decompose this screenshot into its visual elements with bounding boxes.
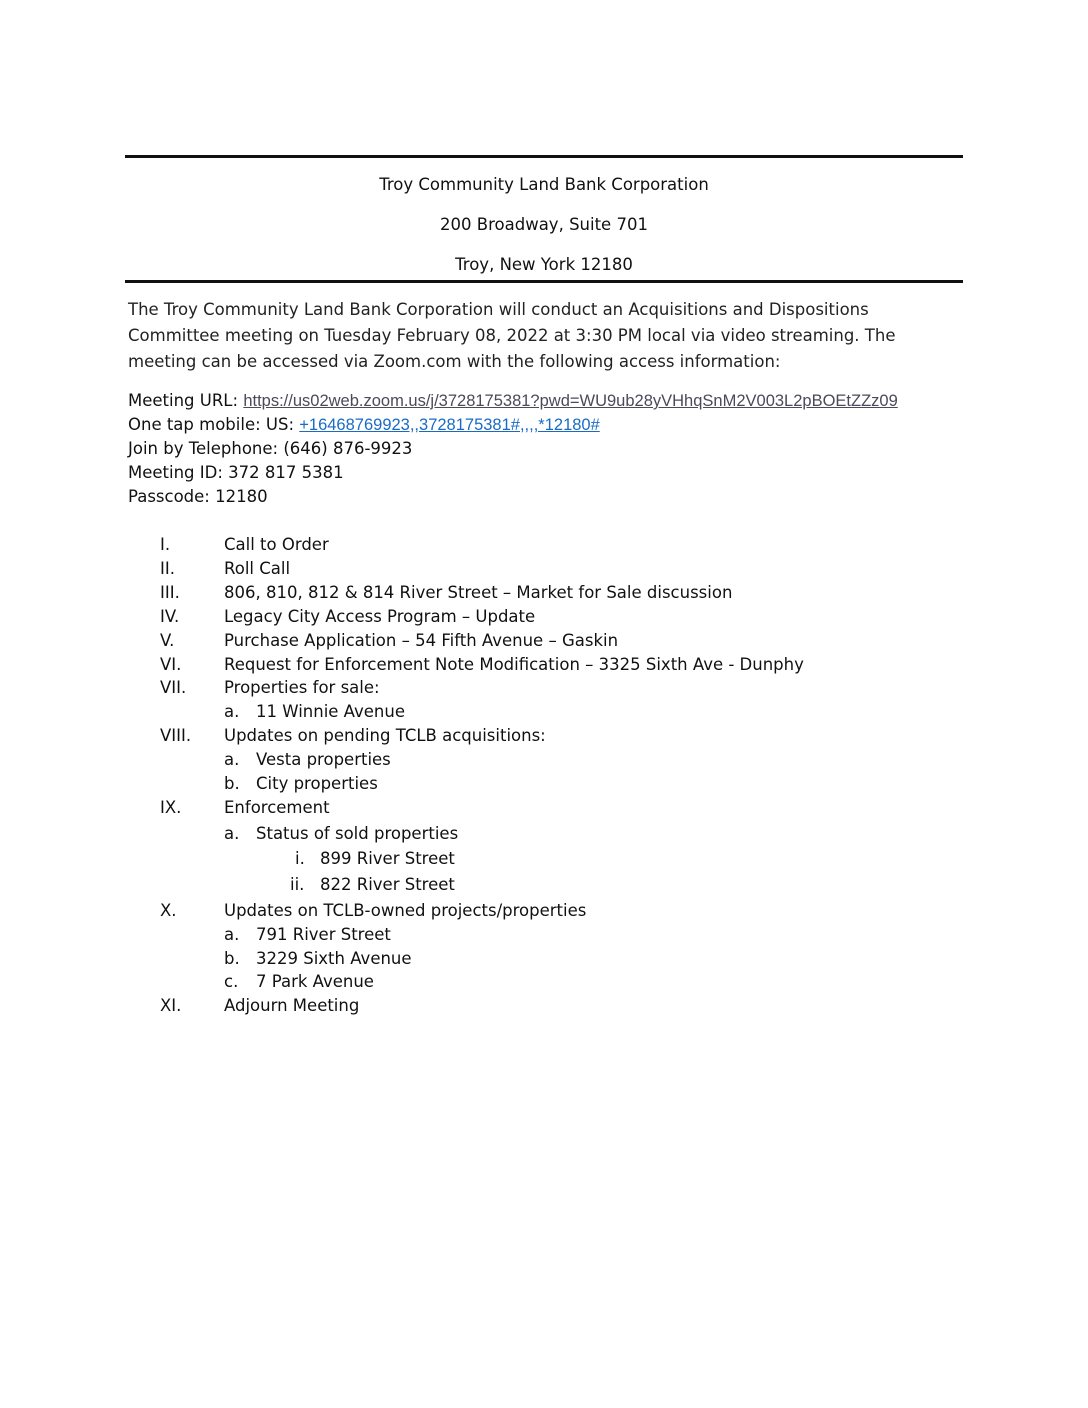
one-tap-mobile-label: One tap mobile: US: xyxy=(128,415,300,434)
agenda-subitem-text: 3229 Sixth Avenue xyxy=(256,949,412,968)
agenda-subitem-letter: a. xyxy=(224,750,240,769)
agenda-item-text: Legacy City Access Program – Update xyxy=(224,607,536,626)
address-line-2: Troy, New York 12180 xyxy=(455,255,633,274)
agenda-item-text: Call to Order xyxy=(224,535,329,554)
agenda-item-number: XI. xyxy=(160,996,182,1015)
agenda-subitem-letter: b. xyxy=(224,949,240,968)
agenda-item-text: Adjourn Meeting xyxy=(224,996,360,1015)
one-tap-mobile-row xyxy=(128,413,1028,437)
agenda-subitem-text: City properties xyxy=(256,774,378,793)
intro-paragraph: The Troy Community Land Bank Corporation will conduct an Acquisitions and Dispositions Committee meeting on Tuesday February 08, 2022 at 3:30 PM local via video streaming. The meeting can be accessed via Zoom.com with the following access information: xyxy=(128,300,896,371)
agenda-subitem-letter: a. xyxy=(224,702,240,721)
agenda-item-number: I. xyxy=(160,535,171,554)
agenda-item-number: III. xyxy=(160,583,180,602)
meeting-url-link[interactable]: https://us02web.zoom.us/j/3728175381?pwd=WU9ub28yVHhqSnM2V003L2pBOEtZZz09 xyxy=(243,392,898,410)
agenda-subitem-letter: a. xyxy=(224,925,240,944)
agenda-item-number: V. xyxy=(160,631,175,650)
agenda-item-text: Roll Call xyxy=(224,559,291,578)
agenda-item-number: VIII. xyxy=(160,726,192,745)
agenda-subsubitem-numeral: ii. xyxy=(290,875,305,894)
meeting-url-label: Meeting URL: xyxy=(128,391,244,410)
agenda-item-number: VII. xyxy=(160,678,187,697)
agenda-subsubitem-text: 899 River Street xyxy=(320,849,455,868)
header-bottom-rule xyxy=(125,280,963,283)
agenda-subitem-text: 7 Park Avenue xyxy=(256,972,374,991)
agenda-item-text: Properties for sale: xyxy=(224,678,380,697)
agenda-item-text: 806, 810, 812 & 814 River Street – Market for Sale discussion xyxy=(224,583,733,602)
meeting-id-row: Meeting ID: 372 817 5381 xyxy=(128,463,344,482)
agenda-item-number: II. xyxy=(160,559,175,578)
one-tap-mobile-link[interactable]: +16468769923,,3728175381#,,,,*12180# xyxy=(299,416,600,434)
agenda-item-number: X. xyxy=(160,901,177,920)
agenda-item-text: Enforcement xyxy=(224,798,330,817)
agenda-item-text: Updates on pending TCLB acquisitions: xyxy=(224,726,546,745)
agenda-subitem-text: 11 Winnie Avenue xyxy=(256,702,405,721)
telephone-row: Join by Telephone: (646) 876-9923 xyxy=(128,439,413,458)
passcode-row: Passcode: 12180 xyxy=(128,487,268,506)
org-name: Troy Community Land Bank Corporation xyxy=(379,175,709,194)
agenda-subitem-text: Vesta properties xyxy=(256,750,391,769)
agenda-subitem-letter: a. xyxy=(224,824,240,843)
agenda-subsubitem-text: 822 River Street xyxy=(320,875,455,894)
meeting-url-row xyxy=(128,389,1028,413)
agenda-subitem-letter: c. xyxy=(224,972,239,991)
header-top-rule xyxy=(125,155,963,158)
address-line-1: 200 Broadway, Suite 701 xyxy=(440,215,648,234)
agenda-item-text: Purchase Application – 54 Fifth Avenue – Gaskin xyxy=(224,631,619,650)
agenda-subsubitem-numeral: i. xyxy=(295,849,305,868)
agenda-subitem-text: 791 River Street xyxy=(256,925,391,944)
access-info xyxy=(128,389,1028,509)
agenda-subitem-letter: b. xyxy=(224,774,240,793)
agenda-item-number: IX. xyxy=(160,798,182,817)
agenda-item-text: Request for Enforcement Note Modification – 3325 Sixth Ave - Dunphy xyxy=(224,655,804,674)
agenda-item-number: IV. xyxy=(160,607,180,626)
agenda-subitem-text: Status of sold properties xyxy=(256,824,459,843)
agenda-item-number: VI. xyxy=(160,655,182,674)
agenda-item-text: Updates on TCLB-owned projects/properties xyxy=(224,901,587,920)
